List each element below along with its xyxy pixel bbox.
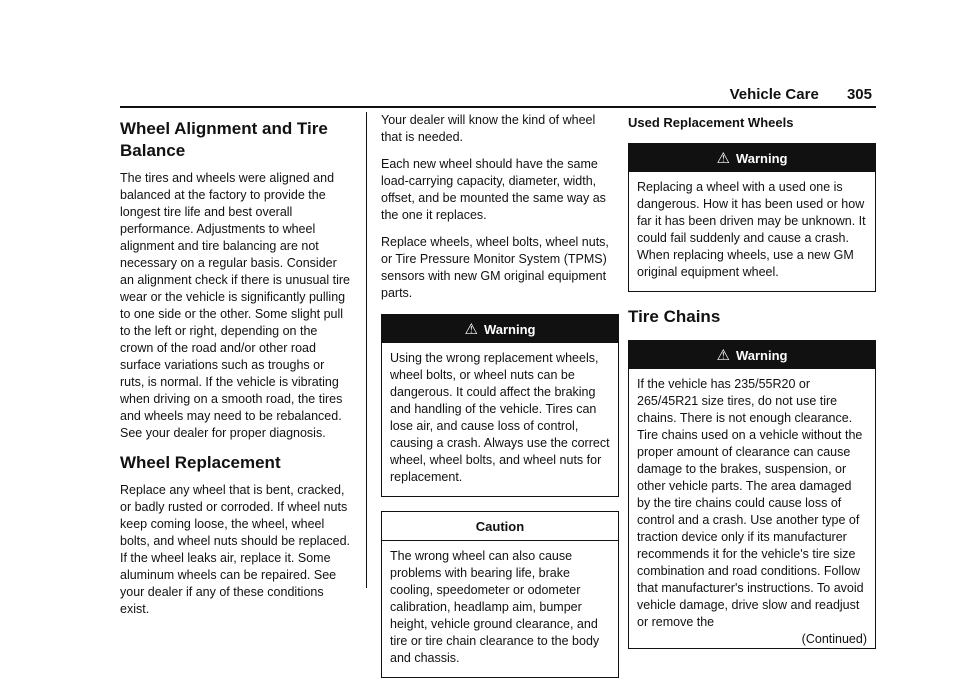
page-header xyxy=(730,86,872,103)
warning-triangle-icon: ⚠ xyxy=(716,346,730,364)
page-number: 305 xyxy=(846,86,872,103)
warning-body xyxy=(629,369,875,648)
paragraph-replace-parts: Replace wheels, wheel bolts, wheel nuts, or Tire Pressure Monitor System (TPMS) sensors with new GM original equipment parts. xyxy=(381,235,609,300)
heading-tire-chains: Tire Chains xyxy=(628,307,721,326)
warning-box-used-wheels xyxy=(628,143,876,292)
heading-used-wheels: Used Replacement Wheels xyxy=(628,115,794,130)
section-title: Vehicle Care xyxy=(729,86,819,103)
column-3 xyxy=(628,112,876,649)
warning-header xyxy=(629,144,875,172)
column-divider xyxy=(366,112,367,588)
paragraph-new-wheel: Each new wheel should have the same load-carrying capacity, diameter, width, offset, and be mounted the same way as the one it replaces. xyxy=(381,157,606,222)
paragraph-replacement: Replace any wheel that is bent, cracked, or badly rusted or corroded. If wheel nuts keep coming loose, the wheel, wheel bolts, and wheel nuts should be replaced. If the wheel leaks air, replace it. Some aluminum wheels can be repaired. See your dealer if any of these conditions exist. xyxy=(120,483,351,616)
caution-header: Caution xyxy=(382,512,618,541)
caution-text: The wrong wheel can also cause problems with bearing life, brake cooling, speedometer or odometer calibration, headlamp aim, bumper height, vehicle ground clearance, and tire or tire chain clearance to the body and chassis. xyxy=(390,549,600,665)
heading-wheel-replacement: Wheel Replacement xyxy=(120,453,281,472)
warning-header xyxy=(382,315,618,343)
warning-text: Replacing a wheel with a used one is dangerous. How it has been used or how far it has been driven may be unknown. It could fail suddenly and cause a crash. When replacing wheels, use a new GM original equipment wheel. xyxy=(637,180,866,279)
warning-title: Warning xyxy=(735,347,788,363)
warning-triangle-icon: ⚠ xyxy=(464,320,478,338)
heading-wheel-alignment: Wheel Alignment and Tire Balance xyxy=(120,119,328,160)
warning-header xyxy=(629,341,875,369)
warning-text: If the vehicle has 235/55R20 or 265/45R21 size tires, do not use tire chains. There is not enough clearance. Tire chains used on a vehicle without the proper amount of clearance can cause damage to the brakes, suspension, or other vehicle parts. The area damaged by the tire chains could cause loss of control and a crash. Use another type of traction device only if its manufacturer recommends it for the vehicle's tire size combination and road conditions. Follow that manufacturer's instructions. To avoid vehicle damage, drive slow and readjust or remove the xyxy=(637,377,864,629)
column-1 xyxy=(120,112,352,628)
continued-label: (Continued) xyxy=(801,632,867,646)
column-2 xyxy=(381,112,619,692)
warning-title: Warning xyxy=(735,150,788,166)
paragraph-dealer: Your dealer will know the kind of wheel that is needed. xyxy=(381,113,596,144)
warning-box-replacement xyxy=(381,314,619,497)
paragraph-alignment: The tires and wheels were aligned and balanced at the factory to provide the longest tire life and best overall performance. Adjustments to wheel alignment and tire balancing are not necessary on a regular basis. Consider an alignment check if there is unusual tire wear or the vehicle is significantly pulling to one side or the other. Some slight pull to the left or right, depending on the crown of the road and/or other road surface variations such as troughs or ruts, is normal. If the vehicle is vibrating when driving on a smooth road, the tires and wheels may need to be rebalanced. See your dealer for proper diagnosis. xyxy=(120,171,350,440)
warning-text: Using the wrong replacement wheels, wheel bolts, or wheel nuts can be dangerous. It could affect the braking and handling of the vehicle. Tires can lose air, and cause loss of control, causing a crash. Always use the correct wheel, wheel bolts, and wheel nuts for replacement. xyxy=(390,351,610,484)
caution-box xyxy=(381,511,619,678)
warning-triangle-icon: ⚠ xyxy=(716,149,730,167)
header-rule xyxy=(120,106,876,108)
warning-box-tire-chains xyxy=(628,340,876,649)
warning-title: Warning xyxy=(483,321,536,337)
